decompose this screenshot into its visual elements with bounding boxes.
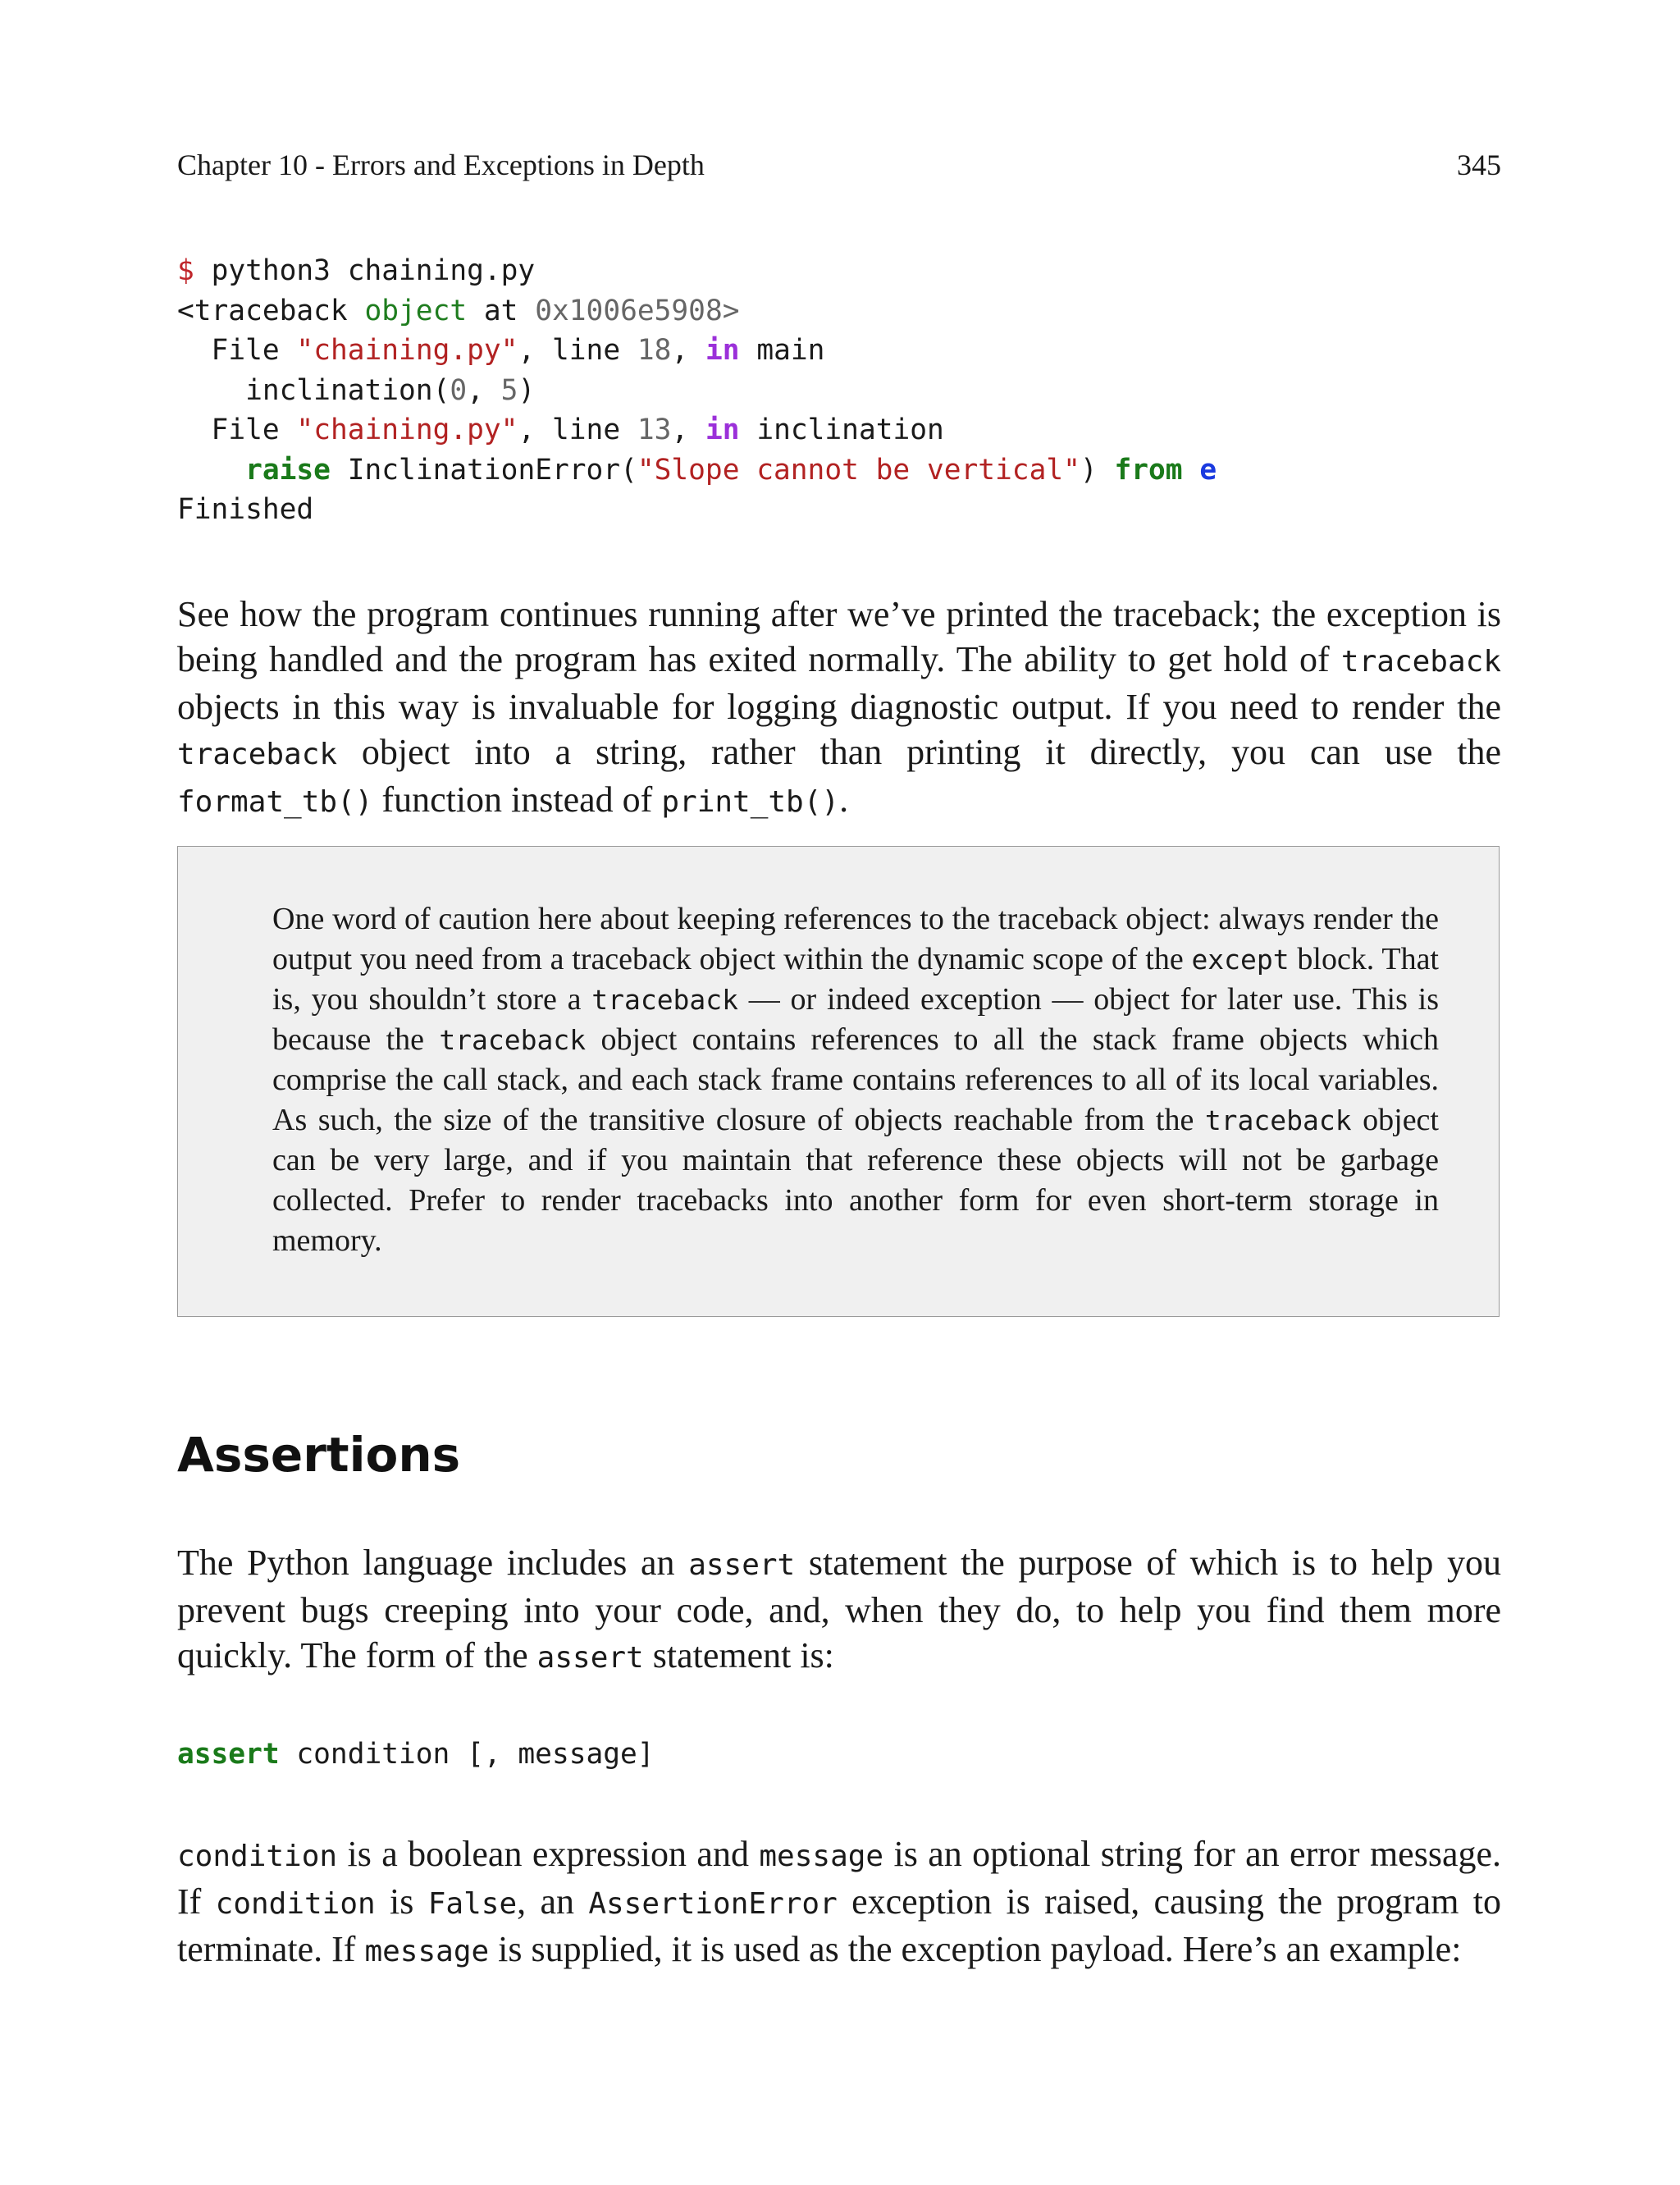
- caution-aside-box: [177, 846, 1500, 1317]
- aside-code-traceback-1: traceback: [591, 984, 739, 1016]
- paragraph-traceback-handling: [177, 592, 1501, 825]
- aside-text-2: block. That is, you shouldn’t store a: [272, 942, 1439, 1017]
- page-number: 345: [1457, 149, 1501, 181]
- frame1-source-arg1: 0: [450, 373, 468, 407]
- frame2-cause-variable: e: [1199, 453, 1217, 487]
- para3-code-condition-1: condition: [177, 1840, 338, 1873]
- para1-code-print-tb: print_tb(): [661, 785, 840, 819]
- para3-text-6: is supplied, it is used as the exception payload. Here’s an example:: [489, 1929, 1462, 1969]
- frame1-comma-2: ,: [671, 334, 689, 367]
- caution-aside-text: [272, 899, 1439, 1261]
- frame1-source-arg2: 5: [500, 373, 518, 407]
- aside-text-1: One word of caution here about keeping references to the traceback object: always render the output you need from a traceback object within the dynamic scope of the: [272, 902, 1439, 976]
- assert-syntax-block: [177, 1735, 655, 1775]
- para2-code-assert-1: assert: [688, 1548, 796, 1582]
- frame2-exception-call: InclinationError(: [347, 453, 637, 487]
- paragraph-assert-intro: [177, 1540, 1501, 1680]
- para3-code-condition-2: condition: [215, 1887, 376, 1921]
- frame1-file-name: "chaining.py": [296, 334, 518, 367]
- frame2-file-name: "chaining.py": [296, 414, 518, 446]
- frame2-function: inclination: [756, 414, 944, 446]
- aside-code-traceback-2: traceback: [439, 1024, 587, 1056]
- para2-text-2: statement the purpose of which is to help you prevent bugs creeping into your code, and, when they do, to help you find them more quickly. The form of the: [177, 1543, 1501, 1675]
- frame1-source-sep: ,: [467, 373, 501, 407]
- frame2-comma-2: ,: [671, 414, 689, 446]
- frame2-line-keyword: line: [552, 414, 621, 446]
- para1-code-traceback-2: traceback: [177, 738, 338, 771]
- frame2-from-keyword: from: [1114, 453, 1183, 487]
- para2-text-3: statement is:: [643, 1635, 834, 1675]
- shell-prompt: $: [177, 254, 194, 287]
- para1-text-1: See how the program continues running after we’ve printed the traceback; the exception is being handled and the program has exited normally. The ability to get hold of: [177, 594, 1501, 679]
- frame1-file-keyword: File: [211, 334, 280, 367]
- book-page: [177, 0, 1501, 2185]
- traceback-repr-address: 0x1006e5908: [535, 294, 723, 327]
- para1-text-4: function instead of: [372, 779, 662, 820]
- frame1-source-call: inclination(: [245, 373, 450, 407]
- frame2-comma-1: ,: [518, 414, 536, 446]
- para3-code-message-1: message: [759, 1840, 884, 1873]
- running-header: [177, 148, 1501, 181]
- frame1-line-keyword: line: [552, 334, 621, 367]
- para3-text-5: exception is raised, causing the program to terminate. If: [177, 1881, 1501, 1969]
- aside-text-3: — or indeed exception — object for later use. This is because the: [272, 982, 1440, 1057]
- para2-code-assert-2: assert: [536, 1641, 644, 1675]
- aside-text-4: object contains references to all the stack frame objects which comprise the call stack, and each stack frame contains references to all of its local variables. As such, the size of the transitive closure of objects reachable from the: [272, 1022, 1439, 1137]
- para2-text-1: The Python language includes an: [177, 1543, 689, 1583]
- assert-keyword: assert: [177, 1738, 280, 1771]
- aside-code-traceback-3: traceback: [1204, 1104, 1352, 1136]
- section-heading-assertions: Assertions: [177, 1427, 461, 1483]
- finished-output: Finished: [177, 493, 314, 526]
- traceback-repr-object: object: [364, 294, 468, 327]
- frame1-source-close: ): [518, 373, 536, 407]
- para1-code-traceback-1: traceback: [1340, 645, 1501, 679]
- frame2-line-number: 13: [637, 414, 672, 446]
- frame2-raise-keyword: raise: [245, 453, 331, 487]
- frame2-exception-close: ): [1080, 453, 1098, 487]
- frame1-in-keyword: in: [705, 334, 740, 367]
- frame1-comma-1: ,: [518, 334, 536, 367]
- aside-code-except: except: [1191, 944, 1290, 976]
- assert-syntax-rest: condition [, message]: [279, 1738, 655, 1771]
- para1-code-format-tb: format_tb(): [177, 785, 373, 819]
- para1-text-5: .: [839, 779, 849, 820]
- para3-code-assertionerror: AssertionError: [588, 1887, 838, 1921]
- para3-text-4: , an: [517, 1881, 589, 1922]
- aside-text-5: object can be very large, and if you maintain that reference these objects will not be garbage collected. Prefer to render tracebacks into another form for even short-term storage in memory.: [272, 1103, 1439, 1258]
- frame2-file-keyword: File: [211, 414, 280, 446]
- frame1-line-number: 18: [637, 334, 672, 367]
- traceback-repr-close: >: [722, 294, 740, 327]
- para3-text-1: is a boolean expression and: [337, 1834, 760, 1874]
- para3-text-3: is: [375, 1881, 428, 1922]
- para1-text-3: object into a string, rather than printing it directly, you can use the: [337, 732, 1501, 772]
- para3-code-false: False: [427, 1887, 518, 1921]
- para1-text-2: objects in this way is invaluable for logging diagnostic output. If you need to render the: [177, 687, 1501, 727]
- terminal-output-block: [177, 251, 1217, 530]
- shell-command: python3 chaining.py: [211, 254, 536, 287]
- para3-text-2: is an optional string for an error message. If: [177, 1834, 1502, 1922]
- traceback-repr-open: <traceback: [177, 294, 348, 327]
- frame2-exception-message: "Slope cannot be vertical": [637, 453, 1080, 487]
- para3-code-message-2: message: [364, 1935, 490, 1968]
- traceback-repr-at: at: [483, 294, 518, 327]
- chapter-title: Chapter 10 - Errors and Exceptions in Depth: [177, 149, 705, 181]
- frame1-function: main: [756, 334, 825, 367]
- frame2-in-keyword: in: [705, 414, 740, 446]
- paragraph-assert-semantics: [177, 1831, 1501, 1974]
